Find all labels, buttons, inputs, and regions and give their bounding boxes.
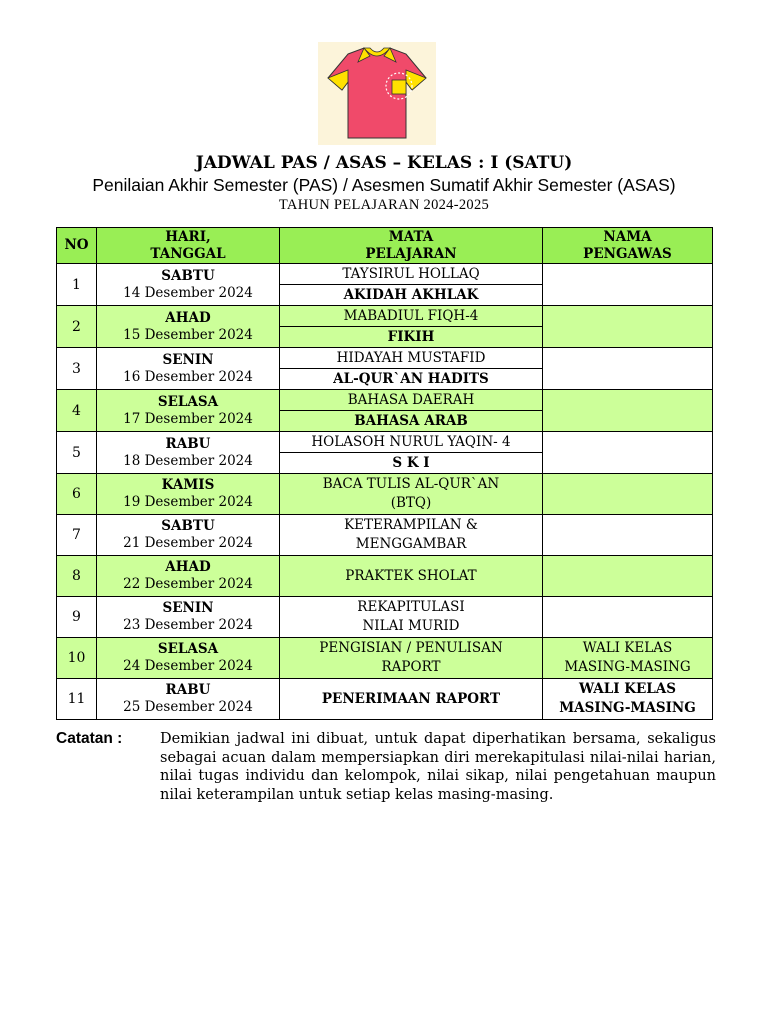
supervisor-cell (543, 638, 713, 679)
column-header-no: NO (57, 228, 97, 264)
supervisor-cell (543, 679, 713, 720)
page-subtitle: Penilaian Akhir Semester (PAS) / Asesmen Sumatif Akhir Semester (ASAS) (92, 175, 676, 195)
supervisor-slot (543, 411, 712, 431)
day-date-cell (97, 556, 280, 597)
day-name: RABU (165, 682, 211, 698)
subject-cell (280, 679, 543, 720)
supervisor-slot (543, 369, 712, 389)
day-name: SABTU (161, 267, 215, 284)
row-number: 10 (57, 638, 97, 679)
logo (318, 42, 436, 145)
row-number: 9 (57, 597, 97, 638)
supervisor-cell (543, 390, 713, 432)
day-name: AHAD (165, 309, 211, 326)
supervisor-cell (543, 515, 713, 556)
exam-date: 22 Desember 2024 (123, 576, 253, 592)
subject-secondary: MENGGAMBAR (355, 536, 467, 552)
subject-cell (280, 390, 543, 432)
subject-cell (280, 348, 543, 390)
row-number: 2 (57, 306, 97, 348)
subject-primary: BAHASA DAERAH (347, 392, 475, 408)
exam-date: 14 Desember 2024 (123, 284, 253, 301)
row-number: 4 (57, 390, 97, 432)
exam-date: 17 Desember 2024 (123, 410, 253, 427)
subject-cell (280, 306, 543, 348)
subject-primary: KETERAMPILAN & (344, 517, 478, 533)
supervisor-line1: WALI KELAS (582, 640, 673, 656)
row-number: 1 (57, 264, 97, 306)
exam-date: 18 Desember 2024 (123, 452, 253, 469)
page-title: JADWAL PAS / ASAS – KELAS : I (SATU) (195, 153, 573, 173)
subject-cell (280, 432, 543, 474)
table-row (57, 638, 713, 679)
note-text: Demikian jadwal ini dibuat, untuk dapat diperhatikan bersama, sekaligus sebagai acuan dalam mempersiapkan diri merekapitulasi nilai-nilai harian, nilai tugas individu dan kelompok, nilai sikap, nilai pengetahuan maupun nilai keterampilan untuk setiap kelas masing-masing. (160, 731, 716, 804)
table-row (57, 264, 713, 306)
exam-date: 15 Desember 2024 (123, 326, 253, 343)
subject-cell (280, 474, 543, 515)
column-header-supervisor: NAMA PENGAWAS (543, 228, 713, 264)
exam-date: 23 Desember 2024 (123, 617, 253, 633)
supervisor-cell (543, 474, 713, 515)
exam-date: 25 Desember 2024 (123, 699, 253, 715)
subject-cell (280, 264, 543, 306)
day-date-cell (97, 474, 280, 515)
day-name: SELASA (157, 393, 219, 410)
supervisor-slot (543, 265, 712, 285)
day-date-cell (97, 515, 280, 556)
exam-date: 24 Desember 2024 (123, 658, 253, 674)
column-header-subject: MATA PELAJARAN (280, 228, 543, 264)
row-number: 5 (57, 432, 97, 474)
shirt-icon (318, 42, 436, 145)
note-label: Catatan : (56, 730, 123, 747)
subject-cell (280, 515, 543, 556)
subject-secondary: RAPORT (381, 659, 441, 675)
supervisor-line2: MASING-MASING (564, 659, 691, 675)
row-number: 3 (57, 348, 97, 390)
supervisor-slot (543, 433, 712, 453)
column-header-date: HARI, TANGGAL (97, 228, 280, 264)
subject-primary: PENGISIAN / PENULISAN (319, 640, 503, 656)
supervisor-slot (543, 349, 712, 369)
subject-secondary: AKIDAH AKHLAK (280, 284, 542, 305)
subject-primary: PRAKTEK SHOLAT (345, 567, 477, 584)
supervisor-cell (543, 556, 713, 597)
table-row (57, 390, 713, 432)
supervisor-slot (543, 391, 712, 411)
day-date-cell (97, 638, 280, 679)
day-date-cell (97, 348, 280, 390)
subject-secondary: AL-QUR`AN HADITS (280, 368, 542, 389)
table-row (57, 515, 713, 556)
subject-primary: REKAPITULASI (357, 599, 465, 615)
academic-year: TAHUN PELAJARAN 2024-2025 (278, 197, 490, 213)
row-number: 11 (57, 679, 97, 720)
subject-secondary: (BTQ) (390, 495, 432, 511)
row-number: 8 (57, 556, 97, 597)
subject-cell (280, 556, 543, 597)
row-number: 7 (57, 515, 97, 556)
day-date-cell (97, 432, 280, 474)
subject-primary: HOLASOH NURUL YAQIN- 4 (311, 434, 511, 450)
table-row (57, 432, 713, 474)
exam-date: 19 Desember 2024 (123, 494, 253, 510)
supervisor-slot (543, 327, 712, 347)
subject-primary: HIDAYAH MUSTAFID (336, 350, 486, 366)
exam-date: 16 Desember 2024 (123, 368, 253, 385)
day-date-cell (97, 306, 280, 348)
subject-primary: BACA TULIS AL-QUR`AN (322, 476, 500, 492)
subject-secondary: FIKIH (280, 326, 542, 347)
subject-cell (280, 638, 543, 679)
supervisor-slot (543, 453, 712, 473)
subject-primary: TAYSIRUL HOLLAQ (342, 266, 480, 282)
day-date-cell (97, 597, 280, 638)
day-name: SENIN (162, 351, 214, 368)
day-name: RABU (165, 435, 211, 452)
supervisor-cell (543, 597, 713, 638)
subject-secondary: BAHASA ARAB (280, 410, 542, 431)
supervisor-cell (543, 432, 713, 474)
day-date-cell (97, 679, 280, 720)
day-name: SENIN (162, 600, 214, 616)
exam-date: 21 Desember 2024 (123, 535, 253, 551)
supervisor-slot (543, 285, 712, 305)
supervisor-cell (543, 264, 713, 306)
table-row (57, 679, 713, 720)
table-row (57, 556, 713, 597)
row-number: 6 (57, 474, 97, 515)
day-date-cell (97, 264, 280, 306)
day-name: AHAD (165, 559, 211, 575)
supervisor-cell (543, 348, 713, 390)
supervisor-cell (543, 306, 713, 348)
subject-secondary: S K I (280, 452, 542, 473)
supervisor-slot (543, 307, 712, 327)
day-name: SELASA (157, 641, 219, 657)
supervisor-line1: WALI KELAS (578, 681, 677, 697)
table-row (57, 348, 713, 390)
subject-secondary: NILAI MURID (362, 618, 460, 634)
subject-primary: PENERIMAAN RAPORT (321, 690, 501, 707)
day-name: KAMIS (161, 477, 215, 493)
supervisor-line2: MASING-MASING (559, 700, 696, 716)
subject-cell (280, 597, 543, 638)
table-header-row (57, 228, 713, 264)
schedule-table (56, 227, 713, 720)
subject-primary: MABADIUL FIQH-4 (343, 308, 479, 324)
day-date-cell (97, 390, 280, 432)
table-row (57, 306, 713, 348)
day-name: SABTU (161, 518, 215, 534)
table-row (57, 474, 713, 515)
table-row (57, 597, 713, 638)
